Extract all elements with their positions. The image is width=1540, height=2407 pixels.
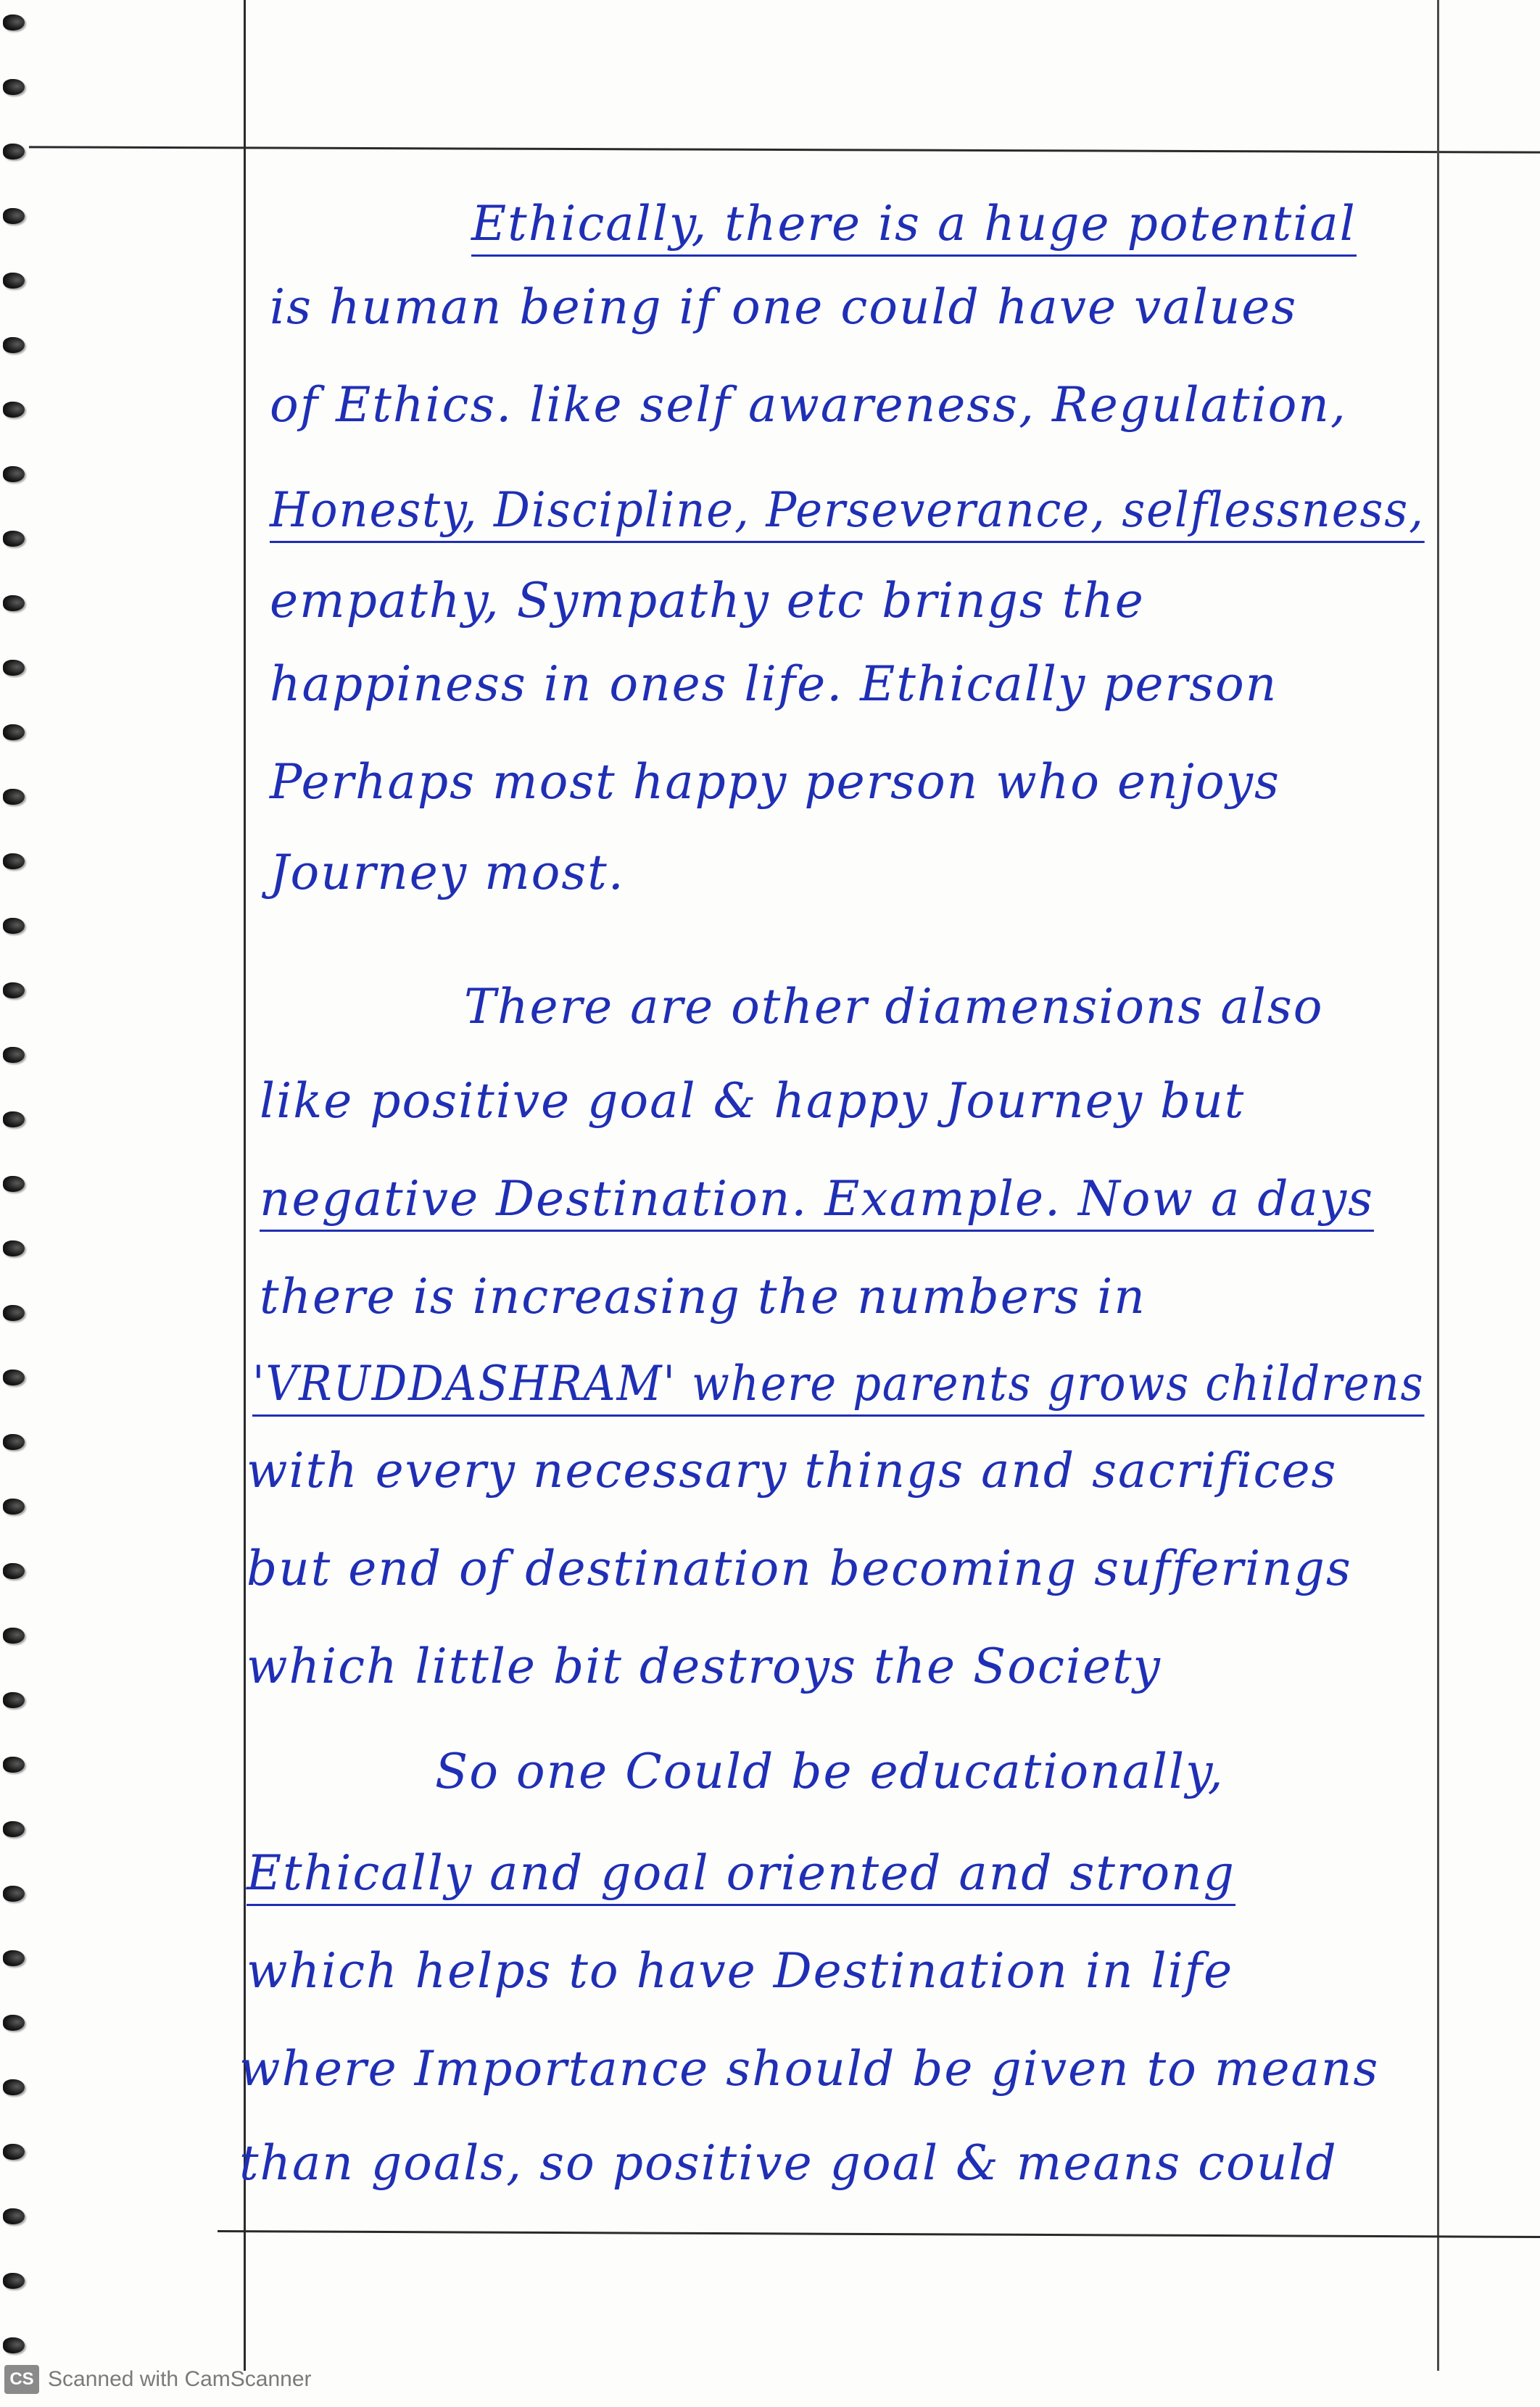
text-line: Ethically, there is a huge potential <box>471 196 1357 252</box>
spiral-ring <box>3 660 25 676</box>
text-line: where Importance should be given to means <box>239 2041 1380 2097</box>
spiral-ring <box>3 1692 25 1708</box>
spiral-ring <box>3 531 25 547</box>
spiral-ring <box>3 1628 25 1644</box>
spiral-ring <box>3 466 25 482</box>
watermark-label: Scanned with CamScanner <box>48 2367 312 2391</box>
text-line: there is increasing the numbers in <box>260 1269 1146 1325</box>
spiral-ring <box>3 1499 25 1515</box>
spiral-ring <box>3 2144 25 2160</box>
text-line: happiness in ones life. Ethically person <box>270 656 1278 712</box>
spiral-ring <box>3 2208 25 2224</box>
spiral-ring <box>3 1240 25 1256</box>
text-line: like positive goal & happy Journey but <box>260 1073 1246 1129</box>
text-line: of Ethics. like self awareness, Regulation, <box>270 377 1347 433</box>
spiral-ring <box>3 1821 25 1837</box>
text-line: Ethically and goal oriented and strong <box>247 1845 1235 1901</box>
spiral-ring <box>3 1111 25 1127</box>
spiral-ring <box>3 853 25 869</box>
right-margin-line <box>1437 0 1439 2371</box>
text-line: empathy, Sympathy etc brings the <box>270 573 1145 629</box>
spiral-ring <box>3 208 25 224</box>
text-line: So one Could be educationally, <box>435 1744 1225 1799</box>
spiral-ring <box>3 2337 25 2353</box>
text-line: Perhaps most happy person who enjoys <box>270 754 1280 810</box>
spiral-ring <box>3 918 25 934</box>
text-line: which helps to have Destination in life <box>247 1943 1234 1999</box>
spiral-ring <box>3 982 25 998</box>
text-line: but end of destination becoming sufferings <box>247 1541 1352 1596</box>
text-line: 'VRUDDASHRAM' where parents grows childrens <box>252 1356 1425 1412</box>
spiral-ring <box>3 79 25 95</box>
spiral-ring <box>3 402 25 418</box>
text-line: with every necessary things and sacrifices <box>247 1443 1338 1499</box>
spiral-ring <box>3 1886 25 1902</box>
spiral-ring <box>3 2273 25 2289</box>
spiral-ring <box>3 2015 25 2031</box>
text-line: Honesty, Discipline, Perseverance, selflessness, <box>270 482 1425 538</box>
spiral-ring <box>3 724 25 740</box>
spiral-ring <box>3 273 25 289</box>
spiral-ring <box>3 1176 25 1192</box>
text-line: than goals, so positive goal & means could <box>239 2135 1338 2191</box>
left-margin-line <box>244 0 246 2371</box>
text-line: There are other diamensions also <box>464 979 1324 1035</box>
spiral-ring <box>3 1563 25 1579</box>
top-margin-line <box>29 146 1540 153</box>
spiral-binding <box>0 0 44 2407</box>
spiral-ring <box>3 1757 25 1773</box>
spiral-ring <box>3 595 25 611</box>
camscanner-logo-icon: CS <box>4 2365 39 2394</box>
scanner-watermark <box>4 2365 312 2394</box>
spiral-ring <box>3 337 25 353</box>
text-line: negative Destination. Example. Now a days <box>260 1171 1374 1227</box>
spiral-ring <box>3 1305 25 1321</box>
spiral-ring <box>3 1047 25 1063</box>
spiral-ring <box>3 14 25 30</box>
text-line: Journey most. <box>270 845 625 900</box>
bottom-margin-line <box>218 2230 1540 2238</box>
spiral-ring <box>3 1370 25 1385</box>
spiral-ring <box>3 1950 25 1966</box>
text-line: which little bit destroys the Society <box>247 1638 1162 1694</box>
text-line: is human being if one could have values <box>270 279 1298 335</box>
spiral-ring <box>3 2079 25 2095</box>
spiral-ring <box>3 1434 25 1450</box>
spiral-ring <box>3 789 25 805</box>
spiral-ring <box>3 144 25 160</box>
